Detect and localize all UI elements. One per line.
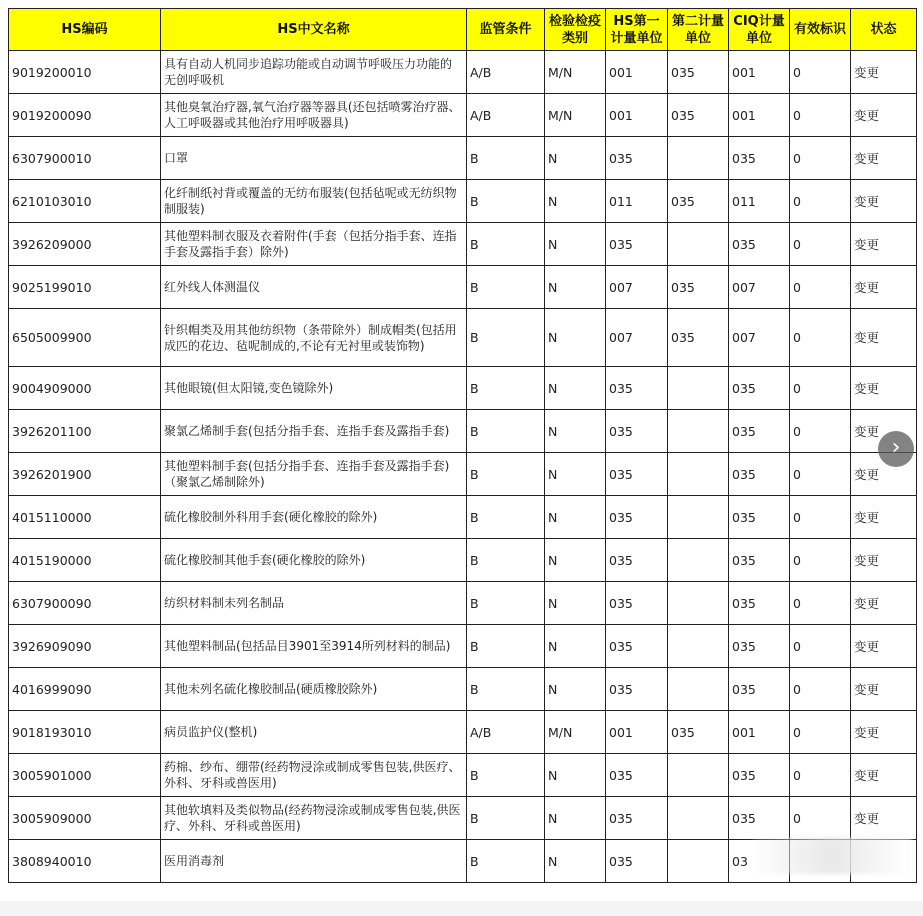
cell-hs-code: 4015110000 bbox=[9, 496, 161, 539]
cell-hs-name: 口罩 bbox=[161, 137, 467, 180]
cell-regulatory: B bbox=[467, 625, 545, 668]
cell-status: 变更 bbox=[851, 453, 917, 496]
cell-regulatory: B bbox=[467, 367, 545, 410]
cell-hs-name: 红外线人体测温仪 bbox=[161, 266, 467, 309]
cell-unit2 bbox=[668, 625, 729, 668]
header-hs-code: HS编码 bbox=[9, 9, 161, 51]
cell-ciq-unit: 035 bbox=[729, 754, 790, 797]
cell-valid-flag: 0 bbox=[790, 410, 851, 453]
cell-ciq-unit: 035 bbox=[729, 137, 790, 180]
cell-hs-name: 针织帽类及用其他纺织物（条带除外）制成帽类(包括用成匹的花边、毡呢制成的,不论有无衬里或装饰物) bbox=[161, 309, 467, 367]
cell-status: 变更 bbox=[851, 180, 917, 223]
next-page-button[interactable] bbox=[878, 431, 914, 467]
table-row bbox=[9, 496, 917, 539]
cell-ciq-unit: 035 bbox=[729, 223, 790, 266]
cell-regulatory: B bbox=[467, 266, 545, 309]
cell-valid-flag: 0 bbox=[790, 539, 851, 582]
cell-valid-flag: 0 bbox=[790, 797, 851, 840]
cell-hs-code: 3926201100 bbox=[9, 410, 161, 453]
cell-unit2 bbox=[668, 668, 729, 711]
cell-valid-flag: 0 bbox=[790, 309, 851, 367]
cell-status: 变更 bbox=[851, 309, 917, 367]
cell-inspection: N bbox=[545, 754, 606, 797]
cell-regulatory: B bbox=[467, 137, 545, 180]
cell-inspection: N bbox=[545, 180, 606, 223]
cell-valid-flag: 0 bbox=[790, 51, 851, 94]
cell-unit1: 035 bbox=[606, 223, 668, 266]
cell-unit2 bbox=[668, 539, 729, 582]
header-regulatory: 监管条件 bbox=[467, 9, 545, 51]
cell-unit2 bbox=[668, 797, 729, 840]
table-row bbox=[9, 754, 917, 797]
cell-hs-name: 硫化橡胶制其他手套(硬化橡胶的除外) bbox=[161, 539, 467, 582]
cell-unit1: 035 bbox=[606, 582, 668, 625]
cell-status: 变更 bbox=[851, 711, 917, 754]
table-row bbox=[9, 266, 917, 309]
cell-inspection: N bbox=[545, 309, 606, 367]
table-row bbox=[9, 668, 917, 711]
cell-hs-name: 医用消毒剂 bbox=[161, 840, 467, 883]
cell-ciq-unit: 035 bbox=[729, 582, 790, 625]
cell-regulatory: B bbox=[467, 668, 545, 711]
cell-valid-flag: 0 bbox=[790, 94, 851, 137]
cell-unit1: 035 bbox=[606, 496, 668, 539]
cell-hs-name: 其他臭氧治疗器,氧气治疗器等器具(还包括喷雾治疗器、人工呼吸器或其他治疗用呼吸器具) bbox=[161, 94, 467, 137]
cell-unit1: 035 bbox=[606, 453, 668, 496]
cell-valid-flag: 0 bbox=[790, 266, 851, 309]
table-row bbox=[9, 453, 917, 496]
cell-hs-code: 9018193010 bbox=[9, 711, 161, 754]
cell-hs-name: 聚氯乙烯制手套(包括分指手套、连指手套及露指手套) bbox=[161, 410, 467, 453]
cell-unit1: 035 bbox=[606, 137, 668, 180]
cell-unit1: 007 bbox=[606, 266, 668, 309]
cell-valid-flag: 0 bbox=[790, 668, 851, 711]
cell-valid-flag: 0 bbox=[790, 496, 851, 539]
header-valid-flag: 有效标识 bbox=[790, 9, 851, 51]
cell-ciq-unit: 035 bbox=[729, 539, 790, 582]
header-ciq-unit: CIQ计量 单位 bbox=[729, 9, 790, 51]
cell-regulatory: B bbox=[467, 453, 545, 496]
cell-regulatory: B bbox=[467, 539, 545, 582]
cell-inspection: N bbox=[545, 496, 606, 539]
cell-ciq-unit: 035 bbox=[729, 453, 790, 496]
cell-inspection: N bbox=[545, 582, 606, 625]
cell-inspection: N bbox=[545, 453, 606, 496]
table-row bbox=[9, 797, 917, 840]
table-row bbox=[9, 410, 917, 453]
cell-regulatory: B bbox=[467, 309, 545, 367]
cell-ciq-unit: 035 bbox=[729, 496, 790, 539]
cell-unit1: 035 bbox=[606, 539, 668, 582]
table-row bbox=[9, 94, 917, 137]
cell-ciq-unit: 035 bbox=[729, 797, 790, 840]
cell-status: 变更 bbox=[851, 410, 917, 453]
table-row bbox=[9, 711, 917, 754]
cell-ciq-unit: 007 bbox=[729, 266, 790, 309]
table-row bbox=[9, 180, 917, 223]
cell-unit2: 035 bbox=[668, 180, 729, 223]
header-unit1: HS第一 计量单位 bbox=[606, 9, 668, 51]
cell-inspection: N bbox=[545, 137, 606, 180]
cell-inspection: N bbox=[545, 797, 606, 840]
cell-inspection: N bbox=[545, 668, 606, 711]
cell-hs-code: 3926209000 bbox=[9, 223, 161, 266]
cell-hs-code: 4015190000 bbox=[9, 539, 161, 582]
header-inspection: 检验检疫 类别 bbox=[545, 9, 606, 51]
cell-regulatory: B bbox=[467, 223, 545, 266]
cell-ciq-unit: 001 bbox=[729, 94, 790, 137]
blurred-watermark bbox=[752, 838, 912, 874]
cell-regulatory: A/B bbox=[467, 94, 545, 137]
header-hs-name: HS中文名称 bbox=[161, 9, 467, 51]
chevron-right-icon: › bbox=[891, 435, 901, 460]
cell-hs-code: 6210103010 bbox=[9, 180, 161, 223]
cell-unit1: 035 bbox=[606, 625, 668, 668]
table-row bbox=[9, 309, 917, 367]
cell-hs-code: 9019200010 bbox=[9, 51, 161, 94]
cell-status: 变更 bbox=[851, 539, 917, 582]
cell-hs-name: 其他塑料制手套(包括分指手套、连指手套及露指手套)（聚氯乙烯制除外) bbox=[161, 453, 467, 496]
cell-unit2: 035 bbox=[668, 309, 729, 367]
cell-unit1: 035 bbox=[606, 840, 668, 883]
cell-hs-code: 3808940010 bbox=[9, 840, 161, 883]
cell-unit1: 035 bbox=[606, 367, 668, 410]
cell-ciq-unit: 035 bbox=[729, 668, 790, 711]
cell-ciq-unit: 03 bbox=[729, 840, 790, 883]
cell-unit2 bbox=[668, 496, 729, 539]
cell-unit1: 035 bbox=[606, 410, 668, 453]
cell-unit1: 011 bbox=[606, 180, 668, 223]
cell-inspection: N bbox=[545, 539, 606, 582]
table-row bbox=[9, 223, 917, 266]
cell-valid-flag: 0 bbox=[790, 223, 851, 266]
cell-inspection: N bbox=[545, 410, 606, 453]
cell-hs-code: 6307900010 bbox=[9, 137, 161, 180]
header-status: 状态 bbox=[851, 9, 917, 51]
cell-hs-code: 9019200090 bbox=[9, 94, 161, 137]
cell-unit1: 001 bbox=[606, 51, 668, 94]
cell-hs-code: 3005909000 bbox=[9, 797, 161, 840]
cell-ciq-unit: 001 bbox=[729, 711, 790, 754]
cell-regulatory: A/B bbox=[467, 711, 545, 754]
cell-unit2 bbox=[668, 582, 729, 625]
table-row bbox=[9, 625, 917, 668]
cell-unit2: 035 bbox=[668, 266, 729, 309]
hs-code-table bbox=[8, 8, 917, 883]
cell-status: 变更 bbox=[851, 625, 917, 668]
cell-valid-flag: 0 bbox=[790, 367, 851, 410]
cell-valid-flag: 0 bbox=[790, 137, 851, 180]
cell-unit2 bbox=[668, 453, 729, 496]
cell-unit2: 035 bbox=[668, 94, 729, 137]
cell-hs-name: 药棉、纱布、绷带(经药物浸涂或制成零售包装,供医疗、外科、牙科或兽医用) bbox=[161, 754, 467, 797]
cell-hs-name: 其他塑料制衣服及衣着附件(手套（包括分指手套、连指手套及露指手套）除外) bbox=[161, 223, 467, 266]
cell-ciq-unit: 011 bbox=[729, 180, 790, 223]
cell-hs-name: 其他塑料制品(包括品目3901至3914所列材料的制品) bbox=[161, 625, 467, 668]
table-header-row bbox=[9, 9, 917, 51]
cell-hs-code: 9004909000 bbox=[9, 367, 161, 410]
cell-hs-name: 具有自动人机同步追踪功能或自动调节呼吸压力功能的无创呼吸机 bbox=[161, 51, 467, 94]
cell-unit1: 007 bbox=[606, 309, 668, 367]
cell-regulatory: B bbox=[467, 797, 545, 840]
cell-inspection: M/N bbox=[545, 711, 606, 754]
cell-regulatory: B bbox=[467, 582, 545, 625]
cell-hs-name: 病员监护仪(整机) bbox=[161, 711, 467, 754]
cell-hs-code: 3926201900 bbox=[9, 453, 161, 496]
cell-inspection: N bbox=[545, 367, 606, 410]
cell-inspection: M/N bbox=[545, 94, 606, 137]
cell-hs-code: 3926909090 bbox=[9, 625, 161, 668]
cell-ciq-unit: 007 bbox=[729, 309, 790, 367]
cell-valid-flag: 0 bbox=[790, 180, 851, 223]
cell-unit1: 035 bbox=[606, 754, 668, 797]
cell-valid-flag: 0 bbox=[790, 625, 851, 668]
cell-hs-code: 9025199010 bbox=[9, 266, 161, 309]
page-bottom-strip bbox=[0, 901, 923, 916]
cell-inspection: N bbox=[545, 625, 606, 668]
cell-unit1: 035 bbox=[606, 797, 668, 840]
cell-regulatory: A/B bbox=[467, 51, 545, 94]
cell-unit2 bbox=[668, 137, 729, 180]
table-row bbox=[9, 51, 917, 94]
cell-unit2 bbox=[668, 223, 729, 266]
cell-valid-flag: 0 bbox=[790, 453, 851, 496]
cell-unit1: 035 bbox=[606, 668, 668, 711]
cell-unit2 bbox=[668, 840, 729, 883]
cell-unit2: 035 bbox=[668, 51, 729, 94]
cell-inspection: N bbox=[545, 840, 606, 883]
table-row bbox=[9, 137, 917, 180]
cell-status: 变更 bbox=[851, 797, 917, 840]
cell-valid-flag: 0 bbox=[790, 711, 851, 754]
cell-inspection: M/N bbox=[545, 51, 606, 94]
cell-status: 变更 bbox=[851, 94, 917, 137]
cell-status: 变更 bbox=[851, 367, 917, 410]
header-unit2: 第二计量 单位 bbox=[668, 9, 729, 51]
cell-inspection: N bbox=[545, 223, 606, 266]
cell-unit2: 035 bbox=[668, 711, 729, 754]
cell-valid-flag: 0 bbox=[790, 582, 851, 625]
cell-hs-code: 6505009900 bbox=[9, 309, 161, 367]
cell-hs-name: 其他未列名硫化橡胶制品(硬质橡胶除外) bbox=[161, 668, 467, 711]
cell-hs-code: 4016999090 bbox=[9, 668, 161, 711]
cell-hs-name: 纺织材料制未列名制品 bbox=[161, 582, 467, 625]
cell-hs-code: 3005901000 bbox=[9, 754, 161, 797]
table-row bbox=[9, 539, 917, 582]
cell-ciq-unit: 035 bbox=[729, 625, 790, 668]
cell-regulatory: B bbox=[467, 496, 545, 539]
cell-ciq-unit: 035 bbox=[729, 410, 790, 453]
cell-unit2 bbox=[668, 410, 729, 453]
cell-status: 变更 bbox=[851, 137, 917, 180]
cell-valid-flag: 0 bbox=[790, 754, 851, 797]
cell-unit1: 001 bbox=[606, 711, 668, 754]
cell-status: 变更 bbox=[851, 754, 917, 797]
table-row bbox=[9, 582, 917, 625]
cell-status: 变更 bbox=[851, 223, 917, 266]
cell-hs-name: 其他眼镜(但太阳镜,变色镜除外) bbox=[161, 367, 467, 410]
cell-unit1: 001 bbox=[606, 94, 668, 137]
cell-regulatory: B bbox=[467, 840, 545, 883]
cell-regulatory: B bbox=[467, 410, 545, 453]
table-row bbox=[9, 367, 917, 410]
cell-inspection: N bbox=[545, 266, 606, 309]
cell-regulatory: B bbox=[467, 754, 545, 797]
cell-ciq-unit: 001 bbox=[729, 51, 790, 94]
cell-status: 变更 bbox=[851, 266, 917, 309]
cell-hs-name: 化纤制纸衬背或覆盖的无纺布服装(包括毡呢或无纺织物制服装) bbox=[161, 180, 467, 223]
cell-hs-name: 其他软填料及类似物品(经药物浸涂或制成零售包装,供医疗、外科、牙科或兽医用) bbox=[161, 797, 467, 840]
cell-ciq-unit: 035 bbox=[729, 367, 790, 410]
cell-hs-code: 6307900090 bbox=[9, 582, 161, 625]
cell-unit2 bbox=[668, 367, 729, 410]
cell-status: 变更 bbox=[851, 51, 917, 94]
cell-status: 变更 bbox=[851, 582, 917, 625]
cell-hs-name: 硫化橡胶制外科用手套(硬化橡胶的除外) bbox=[161, 496, 467, 539]
cell-regulatory: B bbox=[467, 180, 545, 223]
cell-unit2 bbox=[668, 754, 729, 797]
cell-status: 变更 bbox=[851, 496, 917, 539]
cell-status: 变更 bbox=[851, 668, 917, 711]
